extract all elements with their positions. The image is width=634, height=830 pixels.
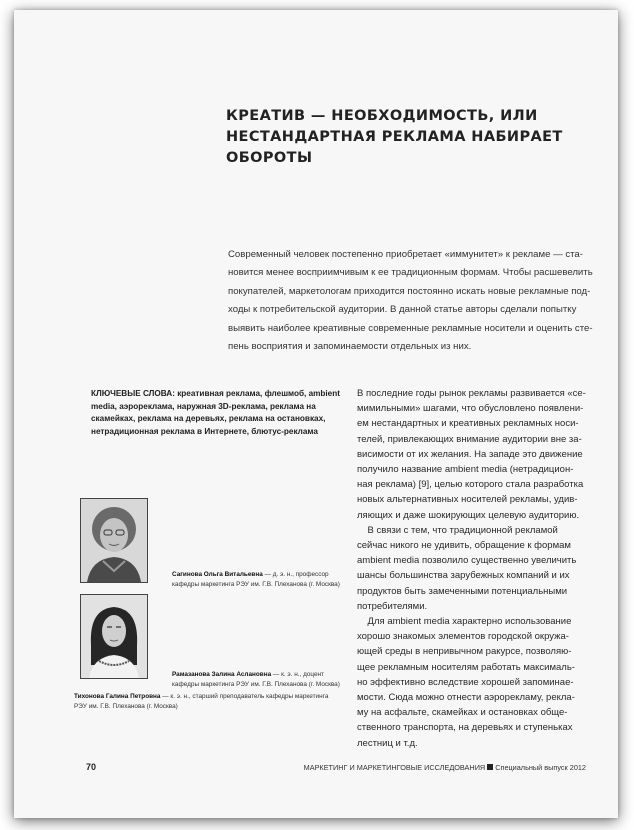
body-line: сейчас никого не удивить, обращение к формам bbox=[357, 540, 571, 552]
body-line: новых альтернативных носителей рекламы, удив- bbox=[357, 494, 578, 506]
article-title bbox=[226, 106, 596, 169]
body-line: мимильными» шагами, что обусловлено появлени- bbox=[357, 403, 584, 415]
square-separator-icon bbox=[487, 764, 493, 770]
article-body bbox=[357, 386, 607, 751]
body-line: шансы большинства зарубежных компаний и их bbox=[357, 570, 570, 582]
author-name: Сагинова Ольга Витальевна bbox=[172, 571, 263, 578]
body-line: ляющих и даже шокирующих целевую аудиторию. bbox=[357, 509, 580, 521]
journal-name: МАРКЕТИНГ И МАРКЕТИНГОВЫЕ ИССЛЕДОВАНИЯ bbox=[303, 763, 486, 772]
author-photo-2 bbox=[80, 594, 148, 679]
author-caption-2 bbox=[172, 670, 340, 689]
body-line: висимости от их желания. На западе это движение bbox=[357, 448, 583, 460]
keywords-line: media, аэрореклама, наружная 3D-реклама, реклама на bbox=[91, 401, 316, 411]
title-line: ОБОРОТЫ bbox=[226, 150, 313, 166]
body-line: ственного транспорта, на деревьях и ступеньках bbox=[357, 722, 573, 734]
abstract-line: новится менее восприимчивым к ее традиционным формам. Чтобы расшевелить bbox=[228, 267, 593, 279]
author-caption-3 bbox=[74, 692, 328, 711]
body-line: Для ambient media характерно использование bbox=[357, 616, 572, 628]
author-affiliation: кафедры маркетинга РЭУ им. Г.В. Плеханова (г. Москва) bbox=[172, 580, 340, 588]
body-line: лестниц и т.д. bbox=[357, 737, 418, 749]
abstract-line: выявить наиболее креативные современные рекламные носители и оценить сте- bbox=[228, 322, 593, 334]
body-line: щее рекламным носителям работать максималь- bbox=[357, 661, 575, 673]
author-affiliation: РЭУ им. Г.В. Плеханова (г. Москва) bbox=[74, 702, 178, 710]
title-line: НЕСТАНДАРТНАЯ РЕКЛАМА НАБИРАЕТ bbox=[226, 129, 563, 145]
body-line: В последние годы рынок рекламы развивается «се- bbox=[357, 388, 586, 399]
magazine-page bbox=[14, 10, 618, 818]
body-line: хорошо знакомых элементов городской окружа- bbox=[357, 631, 569, 643]
title-line: КРЕАТИВ — НЕОБХОДИМОСТЬ, ИЛИ bbox=[226, 108, 538, 124]
keywords-line: нетрадиционная реклама в Интернете, блютус-реклама bbox=[91, 426, 318, 436]
body-line: телей, привлекающих внимание аудитории вне за- bbox=[357, 433, 582, 445]
body-line: В связи с тем, что традиционной рекламой bbox=[357, 524, 558, 536]
keywords-line: скамейках, реклама на деревьях, реклама на остановках, bbox=[91, 414, 326, 423]
body-line: мости. Сюда можно отнести аэрорекламу, рекла- bbox=[357, 692, 575, 704]
keywords-line: КЛЮЧЕВЫЕ СЛОВА: креативная реклама, флешмоб, ambient bbox=[91, 389, 340, 398]
author-photo-1 bbox=[80, 498, 148, 583]
body-line: продуктов быть замеченными потенциальными bbox=[357, 585, 568, 597]
issue-label: Специальный выпуск 2012 bbox=[495, 763, 586, 772]
author-affiliation: кафедры маркетинга РЭУ им. Г.В. Плеханова (г. Москва) bbox=[172, 680, 340, 688]
author-name: Рамазанова Залина Аслановна bbox=[172, 671, 272, 678]
article-abstract bbox=[228, 246, 601, 356]
page-number: 70 bbox=[86, 762, 97, 772]
running-footer bbox=[304, 763, 586, 772]
author-name: Тихонова Галина Петровна bbox=[74, 693, 161, 700]
body-line: потребителями. bbox=[357, 600, 428, 612]
body-line: ющей среды в непривычном ракурсе, позволяю- bbox=[357, 646, 572, 658]
body-line: ем нестандартных и креативных рекламных носи- bbox=[357, 418, 579, 430]
abstract-line: ходы к потребительской аудитории. В данной статье авторы сделали попытку bbox=[228, 304, 577, 316]
body-line: получило название ambient media (нетрадицион- bbox=[357, 464, 574, 476]
body-line: му на асфальте, скамейках и остановках обще- bbox=[357, 707, 568, 719]
abstract-line: Современный человек постепенно приобретает «иммунитет» к рекламе — ста- bbox=[228, 249, 583, 260]
abstract-line: пень восприятия и запоминаемости отдельных из них. bbox=[228, 341, 472, 353]
keywords-block bbox=[91, 388, 341, 438]
body-line: но эффективно вследствие хорошей запоминае- bbox=[357, 676, 574, 688]
abstract-line: покупателей, маркетологам приходится постоянно искать новые рекламные под- bbox=[228, 285, 591, 297]
author-degree: — к. э. н., доцент bbox=[271, 671, 324, 678]
author-degree: — к. э. н., старший преподаватель кафедры маркетинга bbox=[160, 693, 329, 700]
author-degree: — д. э. н., профессор bbox=[262, 571, 329, 578]
author-caption-1 bbox=[172, 570, 340, 589]
body-line: ambient media позволило существенно увеличить bbox=[357, 555, 577, 567]
body-line: ная реклама) [9], целью которого стала разработка bbox=[357, 479, 584, 491]
